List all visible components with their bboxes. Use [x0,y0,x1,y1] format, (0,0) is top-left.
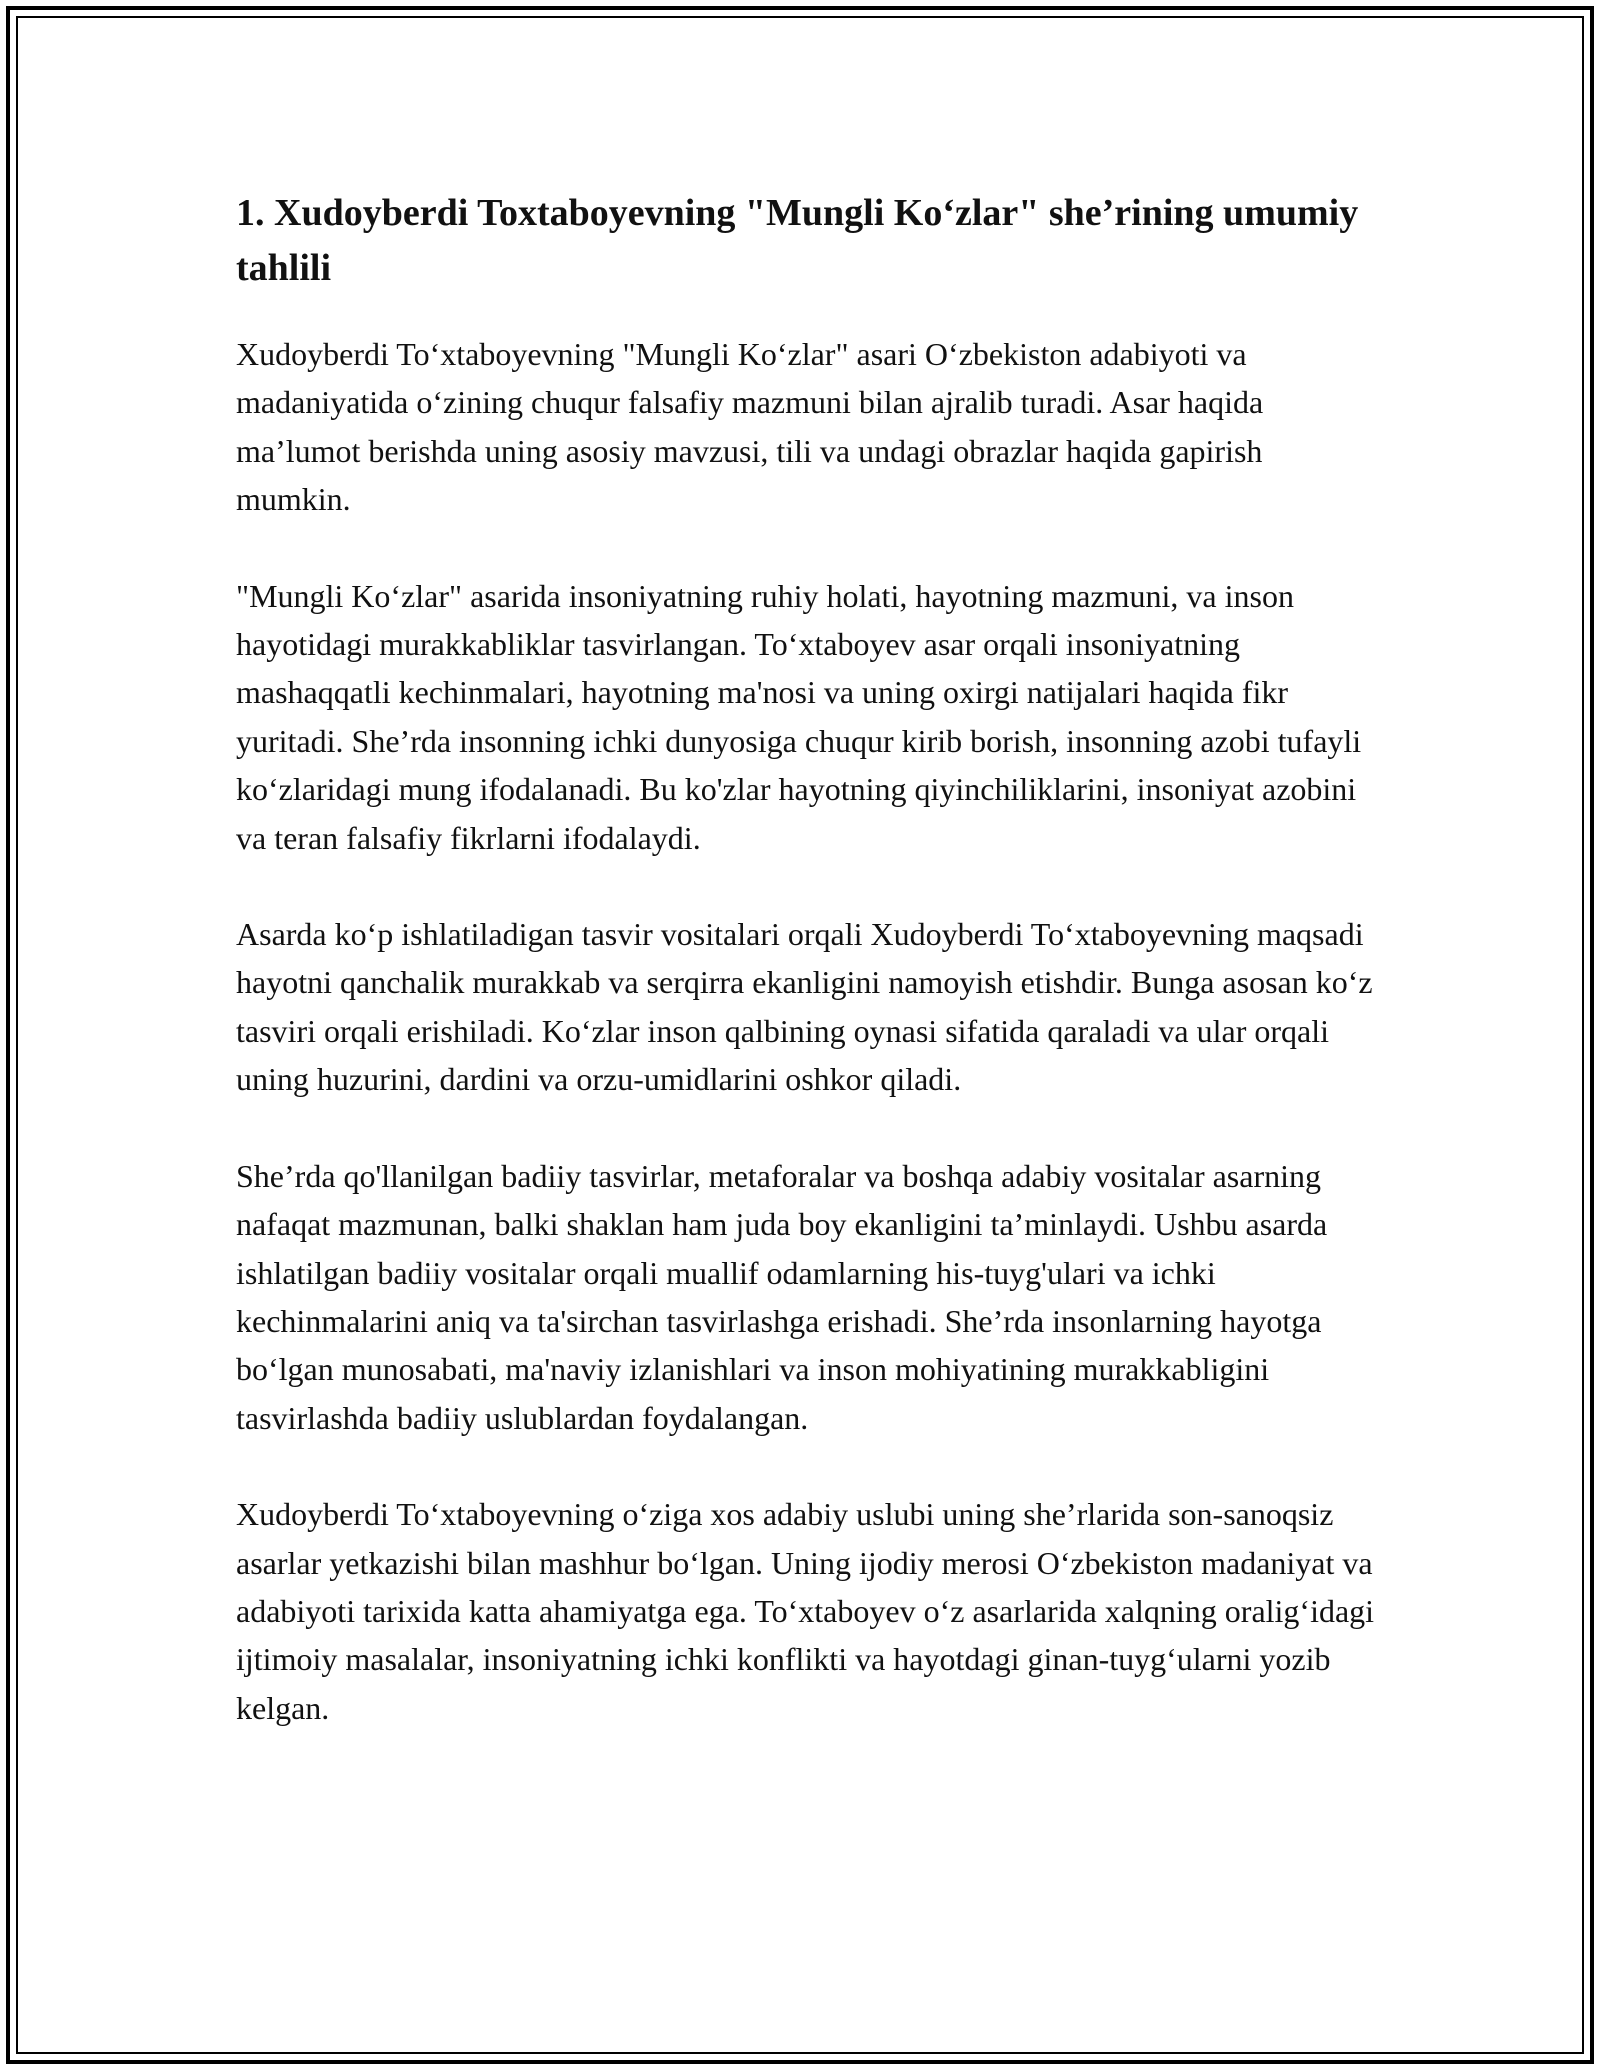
paragraph-legacy: Xudoyberdi To‘xtaboyevning o‘ziga xos adabiy uslubi uning she’rlarida son-sanoqsiz asarlar yetkazishi bilan mashhur bo‘lgan. Uning ijodiy merosi O‘zbekiston madaniyat va adabiyoti tarixida katta ahamiyatga ega. To‘xtaboyev o‘z asarlarida xalqning oralig‘idagi ijtimoiy masalalar, insoniyatning ichki konflikti va hayotdagi ginan-tuyg‘ularni yozib kelgan. [236,1496,1375,1726]
document-body [236,186,1376,1780]
paragraph-devices: She’rda qo'llanilgan badiiy tasvirlar, metaforalar va boshqa adabiy vositalar asarning nafaqat mazmunan, balki shaklan ham juda boy ekanligini ta’minlaydi. Ushbu asarda ishlatilgan badiiy vositalar orqali muallif odamlarning his-tuyg'ulari va ichki kechinmalarini aniq va ta'sirchan tasvirlashga erishadi. She’rda insonlarning hayotga bo‘lgan munosabati, ma'naviy izlanishlari va inson mohiyatining murakkabligini tasvirlashda badiiy uslublardan foydalangan. [236,1157,1328,1436]
paragraph-theme: "Mungli Ko‘zlar" asarida insoniyatning ruhiy holati, hayotning mazmuni, va inson hayotidagi murakkabliklar tasvirlangan. To‘xtaboyev asar orqali insoniyatning mashaqqatli kechinmalari, hayotning ma'nosi va uning oxirgi natijalari haqida fikr yuritadi. She’rda insonning ichki dunyosiga chuqur kirib borish, insonning azobi tufayli ko‘zlaridagi mung ifodalanadi. Bu ko'zlar hayotning qiyinchiliklarini, insoniyat azobini va teran falsafiy fikrlarni ifodalaydi. [236,577,1362,856]
document-heading: 1. Xudoyberdi Toxtaboyevning "Mungli Ko‘zlar" she’rining umumiy tahlili [236,192,1359,289]
paragraph-intro: Xudoyberdi To‘xtaboyevning "Mungli Ko‘zlar" asari O‘zbekiston adabiyoti va madaniyatida o‘zining chuqur falsafiy mazmuni bilan ajralib turadi. Asar haqida ma’lumot berishda uning asosiy mavzusi, tili va undagi obrazlar haqida gapirish mumkin. [236,336,1264,518]
paragraph-imagery: Asarda ko‘p ishlatiladigan tasvir vositalari orqali Xudoyberdi To‘xtaboyevning maqsadi hayotni qanchalik murakkab va serqirra ekanligini namoyish etishdir. Bunga asosan ko‘z tasviri orqali erishiladi. Ko‘zlar inson qalbining oynasi sifatida qaraladi va ular orqali uning huzurini, dardini va orzu-umidlarini oshkor qiladi. [236,916,1373,1098]
